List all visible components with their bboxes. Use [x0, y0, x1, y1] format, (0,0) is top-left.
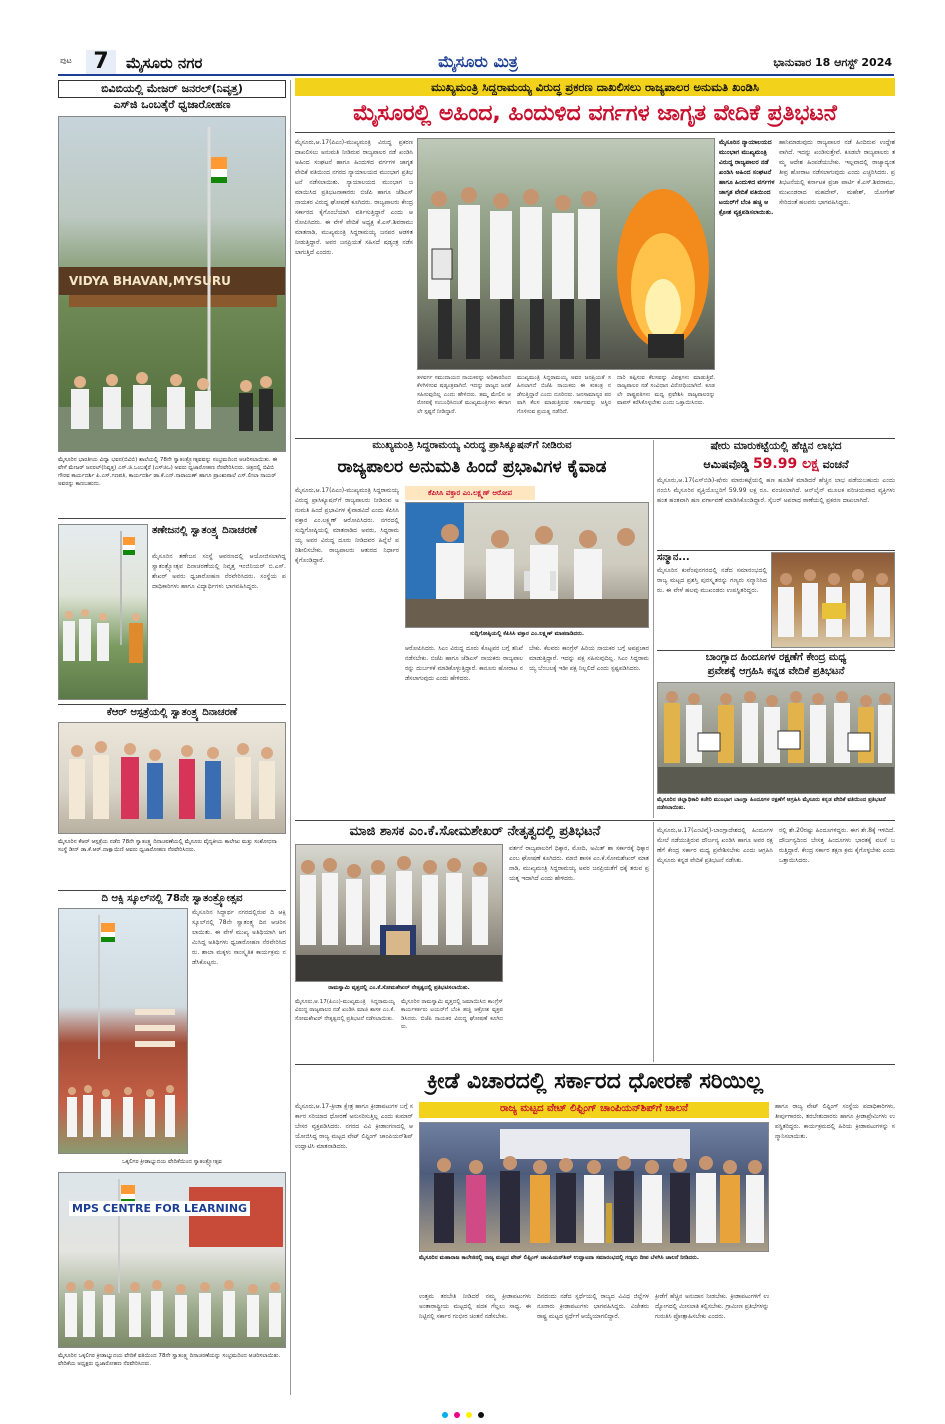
registration-marks — [440, 1404, 510, 1412]
sports-subhead: ರಾಜ್ಯ ಮಟ್ಟದ ವೇಟ್ ಲಿಫ್ಟಿಂಗ್ ಚಾಂಪಿಯನ್‌ಶಿಪ್‌ಗೆ ಚಾಲನೆ — [499, 1103, 689, 1114]
press-photo-caption: ಸುದ್ದಿಗೋಷ್ಠಿಯಲ್ಲಿ ಕೆಪಿಸಿಸಿ ವಕ್ತಾರ ಎಂ.ಲಕ್ಷ್ಮಣ್ ಮಾತನಾಡಿದರು. — [469, 631, 584, 637]
s1-title-b: ಎಸ್‌ಜಿ ಒಂಬತ್ಕೆರೆ ಧ್ವಜಾರೋಹಣ — [113, 98, 231, 111]
mps-banner: MPS CENTRE FOR LEARNING — [69, 1201, 250, 1216]
market-story — [657, 440, 895, 548]
bvb-flag-photo — [58, 116, 286, 452]
divider — [657, 650, 895, 651]
lead-col-4: ತಳವರ್ಗ ಸಮುದಾಯದ ನಾಯಕರನ್ನು ಅಧಿಕಾರದಿಂದ ಕೆಳಗಿಳಿಸುವ ಷಡ್ಯಂತ್ರವಾಗಿದೆ. ಇದನ್ನು ರಾಜ್ಯದ ಜನತೆ ಸಹಿಸುವುದಿಲ್ಲ ಎಂದು ಹೇಳಿದರು. ತಮ್ಮ ಮೇಲಿನ ಆರೋಪಕ್ಕೆ ಸಂಬಂಧಿಸಿದಂತೆ ಮುಖ್ಯಮಂತ್ರಿಗಳು ಈಗಾಗಲೇ ಸ್ಪಷ್ಟನೆ ನೀಡಿದ್ದಾರೆ. — [417, 375, 511, 415]
section-title: ಮೈಸೂರು ನಗರ — [126, 54, 203, 72]
mps-centre-photo — [58, 1172, 286, 1348]
masthead — [58, 50, 894, 76]
market-headline-row — [657, 456, 895, 472]
press-meet-photo — [405, 502, 649, 628]
s2-title: ತಣೇಜನಲ್ಲಿ ಸ್ವಾತಂತ್ರ್ಯ ದಿನಾಚರಣೆ — [152, 525, 258, 536]
felicitation — [657, 552, 895, 648]
s1-title-a: ಬಿವಿಬಿಯಲ್ಲಿ ಮೇಜರ್ ಜನರಲ್(ನಿವೃತ್ತ) — [58, 80, 286, 98]
somashekar-protest-photo — [295, 844, 503, 982]
column-divider — [653, 440, 654, 818]
story2-subhead: ಕೆಪಿಸಿಸಿ ವಕ್ತಾರ ಎಂ.ಲಕ್ಷ್ಮಣ್ ಆರೋಪ — [405, 486, 535, 500]
sports-text-a: ಮೈಸೂರು,ಆ.17-ಕ್ರೀಡಾ ಕ್ಷೇತ್ರ ಹಾಗೂ ಕ್ರೀಡಾಪಟುಗಳ ಬಗ್ಗೆ ಸರ್ಕಾರ ಸರಿಯಾದ ಧೋರಣೆ ಅನುಸರಿಸುತ್ತಿಲ್ಲ ಎಂದು ಕುಮಾರ್ ಬೇಸರ ವ್ಯಕ್ತಪಡಿಸಿದರು. ನಗರದ ವಿವಿ ಕ್ರೀಡಾಂಗಣದಲ್ಲಿ ಆಯೋಜಿಸಿದ್ದ ರಾಜ್ಯ ಮಟ್ಟದ ವೇಟ್ ಲಿಫ್ಟಿಂಗ್ ಚಾಂಪಿಯನ್‌ಶಿಪ್ ಉದ್ಘಾಟಿಸಿ ಮಾತನಾಡಿದರು. — [295, 1103, 413, 1150]
divider — [295, 820, 895, 821]
date: ಭಾನುವಾರ 18 ಆಗಸ್ಟ್ 2024 — [773, 56, 892, 69]
sports-text-e: ಹಾಗೂ ರಾಜ್ಯ ವೇಟ್ ಲಿಫ್ಟಿಂಗ್ ಸಂಸ್ಥೆಯ ಪದಾಧಿಕಾರಿಗಳು, ತೀರ್ಪುಗಾರರು, ತರಬೇತುದಾರರು ಹಾಗೂ ಕ್ರೀಡಾಪ್ರೇಮಿಗಳು ಉಪಸ್ಥಿತರಿದ್ದರು. ಕಾರ್ಯಕ್ರಮದಲ್ಲಿ ಹಿರಿಯ ಕ್ರೀಡಾಪಟುಗಳನ್ನು ಸನ್ಮಾನಿಸಲಾಯಿತು. — [775, 1103, 895, 1140]
paper-name: ಮೈಸೂರು ಮಿತ್ರ — [438, 52, 518, 71]
divider — [295, 438, 895, 439]
s5-caption-top: ಒಕ್ಕಲಿಗರ ಕ್ರೀಡಾಭ್ಯುದಯ ವೇದಿಕೆಯಿಂದ ಸ್ವಾತಂತ್ರ್ಯೋತ್ಸವ — [122, 1159, 222, 1165]
story2-text-b: ಆರೋಪಿಸಿದರು. ಸಿಎಂ ವಿರುದ್ಧ ದೂರು ಕೊಟ್ಟವರ ಬಗ್ಗೆ ತನಿಖೆ ನಡೆಸಬೇಕು. ಬಿಜೆಪಿ ಹಾಗೂ ಜೆಡಿಎಸ್ ನಾಯಕರು ರಾಜ್ಯಪಾಲರನ್ನು ದುರ್ಬಳಕೆ ಮಾಡಿಕೊಳ್ಳುತ್ತಿದ್ದಾರೆ. ಕಾನೂನು ಹೋರಾಟ ನಡೆಸಲಾಗುವುದು ಎಂದು ಹೇಳಿದರು. — [405, 645, 523, 682]
page-number: 7 — [86, 50, 116, 74]
sports-text-c: ಉತ್ತಮ ತರಬೇತಿ ನೀಡಿದರೆ ನಮ್ಮ ಕ್ರೀಡಾಪಟುಗಳು ಅಂತಾರಾಷ್ಟ್ರೀಯ ಮಟ್ಟದಲ್ಲಿ ಪದಕ ಗೆಲ್ಲಲು ಸಾಧ್ಯ. ಈ ನಿಟ್ಟಿನಲ್ಲಿ ಸರ್ಕಾರ ಗಂಭೀರ ಚಿಂತನೆ ನಡೆಸಬೇಕು. — [419, 1293, 531, 1320]
tanejana-flag-photo — [58, 524, 148, 700]
left-col — [58, 80, 286, 1395]
column-divider — [653, 822, 654, 1062]
sports-text-b2: ಕ್ರೀಡೆಗೆ ಹೆಚ್ಚಿನ ಅನುದಾನ ನೀಡಬೇಕು. ಕ್ರೀಡಾಪಟುಗಳಿಗೆ ಉದ್ಯೋಗದಲ್ಲಿ ಮೀಸಲಾತಿ ಕಲ್ಪಿಸಬೇಕು. ಗ್ರಾಮೀಣ ಪ್ರತಿಭೆಗಳನ್ನು ಗುರುತಿಸಿ ಪ್ರೋತ್ಸಾಹಿಸಬೇಕು ಎಂದರು. — [655, 1293, 769, 1320]
lead-col-6: ದಾರಿ ತಪ್ಪಿಸುವ ಕೆಲಸವನ್ನು ವಿಪಕ್ಷಗಳು ಮಾಡುತ್ತಿವೆ. ರಾಜ್ಯಪಾಲರ ನಡೆ ಸಂವಿಧಾನ ವಿರೋಧಿಯಾಗಿದೆ. ಕೂಡಲೇ ರಾಷ್ಟ್ರಪತಿಗಳು ಮಧ್ಯ ಪ್ರವೇಶಿಸಿ ರಾಜ್ಯಪಾಲರನ್ನು ವಾಪಸ್ ಕರೆಸಿಕೊಳ್ಳಬೇಕು ಎಂದು ಒತ್ತಾಯಿಸಿದರು. — [617, 375, 715, 407]
bangladesh-caption: ಮೈಸೂರಿನ ಜಿಲ್ಲಾಧಿಕಾರಿ ಕಚೇರಿ ಮುಂಭಾಗ ಬಾಂಗ್ಲಾ ಹಿಂದೂಗಳ ರಕ್ಷಣೆಗೆ ಆಗ್ರಹಿಸಿ ಮೈಸೂರು ಕನ್ನಡ ವೇದಿಕೆ ವತಿಯಿಂದ ಪ್ರತಿಭಟನೆ ನಡೆಸಲಾಯಿತು. — [657, 797, 886, 811]
bangladesh-protest-photo — [657, 682, 895, 794]
vidya-bhavan-banner: VIDYA BHAVAN,MYSURU — [69, 274, 231, 288]
weightlifting-photo-caption: ಮೈಸೂರಿನ ಮಹಾರಾಜ ಕಾಲೇಜಿನಲ್ಲಿ ರಾಜ್ಯ ಮಟ್ಟದ ವೇಟ್ ಲಿಫ್ಟಿಂಗ್ ಚಾಂಪಿಯನ್‌ಶಿಪ್ ಉದ್ಘಾಟನಾ ಸಮಾರಂಭದಲ್ಲಿ ಗಣ್ಯರು ದೀಪ ಬೆಳಗಿಸಿ ಚಾಲನೆ ನೀಡಿದರು. — [419, 1255, 699, 1261]
lead-photo-side-caption: ಮೈಸೂರಿನ ನ್ಯಾಯಾಲಯದ ಮುಂಭಾಗ ಮುಖ್ಯಮಂತ್ರಿ ವಿರುದ್ಧ ರಾಜ್ಯಪಾಲರ ನಡೆ ಖಂಡಿಸಿ ಅಹಿಂದ ಸಂಘಟನೆ ಹಾಗೂ ಹಿಂದುಳಿದ ವರ್ಗಗಳ ಜಾಗೃತ ವೇದಿಕೆ ವತಿಯಿಂದ ಟಯರ್‌ಗೆ ಬೆಂಕಿ ಹಚ್ಚಿ ಆಕ್ರೋಶ ವ್ಯಕ್ತಪಡಿಸಲಾಯಿತು. — [719, 139, 775, 216]
story3 — [295, 822, 895, 1062]
weightlifting-inauguration-photo — [419, 1122, 769, 1252]
s4-title: ದಿ ಆಕ್ಸಿ ಸ್ಕೂಲ್‌ನಲ್ಲಿ 78ನೇ ಸ್ವಾತಂತ್ರ್ಯೋತ್ಸವ — [101, 893, 243, 904]
s5-caption: ಮೈಸೂರಿನ ಒಕ್ಕಲಿಗರ ಕ್ರೀಡಾಭ್ಯುದಯ ವೇದಿಕೆ ವತಿಯಿಂದ 78ನೇ ಸ್ವಾತಂತ್ರ್ಯ ದಿನಾಚರಣೆಯನ್ನು ಸಂಭ್ರಮದಿಂದ ಆಚರಿಸಲಾಯಿತು. ವೇದಿಕೆಯ ಅಧ್ಯಕ್ಷರು ಧ್ವಜಾರೋಹಣ ನೆರವೇರಿಸಿದರು. — [58, 1353, 281, 1367]
story3-col-b: ಮೈಸೂರಿನ ರಾಮಸ್ವಾಮಿ ವೃತ್ತದಲ್ಲಿ ಜಮಾಯಿಸಿದ ಕಾಂಗ್ರೆಸ್ ಕಾರ್ಯಕರ್ತರು ಟಯರ್‌ಗೆ ಬೆಂಕಿ ಹಚ್ಚಿ ಆಕ್ರೋಶ ವ್ಯಕ್ತಪಡಿಸಿದರು. ಬಿಜೆಪಿ ನಾಯಕರ ವಿರುದ್ಧ ಘೋಷಣೆ ಕೂಗಿದರು. — [401, 999, 503, 1031]
story2-text-a: ಮೈಸೂರು,ಆ.17(ಪಿಎಂ)-ಮುಖ್ಯಮಂತ್ರಿ ಸಿದ್ದರಾಮಯ್ಯ ವಿರುದ್ಧ ಪ್ರಾಸಿಕ್ಯೂಷನ್‌ಗೆ ರಾಜ್ಯಪಾಲರು ನೀಡಿರುವ ಅನುಮತಿ ಹಿಂದೆ ಪ್ರಭಾವಿಗಳ ಕೈವಾಡವಿದೆ ಎಂದು ಕೆಪಿಸಿಸಿ ವಕ್ತಾರ ಎಂ.ಲಕ್ಷ್ಮಣ್ ಆರೋಪಿಸಿದರು. ನಗರದಲ್ಲಿ ಸುದ್ದಿಗೋಷ್ಠಿಯಲ್ಲಿ ಮಾತನಾಡಿದ ಅವರು, ಸಿದ್ದರಾಮಯ್ಯ ಅವರ ವಿರುದ್ಧ ದೂರು ನೀಡಿದವರ ಹಿನ್ನೆಲೆ ಪರಿಶೀಲಿಸಬೇಕು. ರಾಜ್ಯಪಾಲರು ಆತುರದ ನಿರ್ಧಾರ ಕೈಗೊಂಡಿದ್ದಾರೆ. — [295, 487, 399, 564]
kr-hospital-photo — [58, 722, 286, 834]
s1-caption: ಮೈಸೂರಿನ ಭಾರತೀಯ ವಿದ್ಯಾ ಭವನ(ಬಿವಿಬಿ) ಶಾಲೆಯಲ್ಲಿ 78ನೇ ಸ್ವಾತಂತ್ರ್ಯೋತ್ಸವವನ್ನು ಸಂಭ್ರಮದಿಂದ ಆಚರಿಸಲಾಯಿತು. ಈ ವೇಳೆ ಮೇಜರ್ ಜನರಲ್(ನಿವೃತ್ತ) ಎಸ್.ಜಿ.ಒಂಬತ್ಕೆರೆ (ಎಸ್‌ಜಿಒ) ಅವರು ಧ್ವಜಾರೋಹಣ ನೆರವೇರಿಸಿದರು. ಚಿತ್ರದಲ್ಲಿ ಬಿವಿಬಿ ಗೌರವ ಕಾರ್ಯದರ್ಶಿ ಪಿ.ಎಸ್.ಗಣಪತಿ, ಕಾರ್ಯದರ್ಶಿ ಡಾ.ಕೆ.ಎನ್.ನಾರಾಯಣ್ ಹಾಗೂ ಪ್ರಾಂಶುಪಾಲೆ ಎಸ್.ಲೀಲಾ ನಾಯರ್ ಅವರನ್ನು ಕಾಣಬಹುದು. — [58, 457, 278, 487]
bangladesh-headline-a: ಬಾಂಗ್ಲಾದ ಹಿಂದೂಗಳ ರಕ್ಷಣೆಗೆ ಕೇಂದ್ರ ಮಧ್ಯ — [705, 652, 847, 663]
story2 — [295, 440, 649, 818]
story3-headline: ಮಾಜಿ ಶಾಸಕ ಎಂ.ಕೆ.ಸೋಮಶೇಖರ್ ನೇತೃತ್ವದಲ್ಲಿ ಪ್ರತಿಭಟನೆ — [349, 824, 601, 839]
felicitation-text: ಮೈಸೂರಿನ ಕುವೆಂಪುನಗರದಲ್ಲಿ ನಡೆದ ಸಮಾರಂಭದಲ್ಲಿ ರಾಜ್ಯ ಮಟ್ಟದ ಪ್ರಶಸ್ತಿ ಪುರಸ್ಕೃತರನ್ನು ಗಣ್ಯರು ಸನ್ಮಾನಿಸಿದರು. ಈ ವೇಳೆ ಹಲವು ಮುಖಂಡರು ಉಪಸ್ಥಿತರಿದ್ದರು. — [657, 567, 767, 594]
story3-col-c: ವರ್ತನೆ ರಾಜ್ಯಪಾಲರಿಗೆ ಧಿಕ್ಕಾರ, ಮೋದಿ, ಅಮಿತ್ ಶಾ ಸರ್ಕಾರಕ್ಕೆ ಧಿಕ್ಕಾರ ಎಂಬ ಘೋಷಣೆ ಕೂಗಿದರು. ಮಾಜಿ ಶಾಸಕ ಎಂ.ಕೆ.ಸೋಮಶೇಖರ್ ಮಾತನಾಡಿ, ಮುಖ್ಯಮಂತ್ರಿ ಸಿದ್ದರಾಮಯ್ಯ ಅವರ ಜನಪ್ರಿಯತೆಗೆ ಧಕ್ಕೆ ತರುವ ಪ್ರಯತ್ನ ಇದಾಗಿದೆ ಎಂದು ಹೇಳಿದರು. — [509, 845, 649, 882]
sports-story — [295, 1066, 895, 1396]
s4-text: ಮೈಸೂರಿನ ಸಿದ್ದಾರ್ಥ ನಗರದಲ್ಲಿರುವ ದಿ ಆಕ್ಸಿ ಸ್ಕೂಲ್‌ನಲ್ಲಿ 78ನೇ ಸ್ವಾತಂತ್ರ್ಯ ದಿನ ಆಚರಿಸಲಾಯಿತು. ಈ ವೇಳೆ ಮುಖ್ಯ ಅತಿಥಿಯಾಗಿ ಆಗಮಿಸಿದ್ದ ಅತಿಥಿಗಳು ಧ್ವಜಾರೋಹಣ ನೆರವೇರಿಸಿದರು. ಶಾಲಾ ಮಕ್ಕಳು ಸಾಂಸ್ಕೃತಿಕ ಕಾರ್ಯಕ್ರಮ ನಡೆಸಿಕೊಟ್ಟರು. — [192, 909, 286, 966]
felicitation-photo — [771, 552, 895, 648]
column-divider — [290, 80, 291, 1395]
lead-col-1: ಮೈಸೂರು,ಆ.17(ಪಿಎಂ)-ಮುಖ್ಯಮಂತ್ರಿ ವಿರುದ್ಧ ಪ್ರಕರಣ ದಾಖಲಿಸಲು ಅನುಮತಿ ನೀಡಿರುವ ರಾಜ್ಯಪಾಲರ ನಡೆ ಖಂಡಿಸಿ ಅಹಿಂದ ಸಂಘಟನೆ ಹಾಗೂ ಹಿಂದುಳಿದ ವರ್ಗಗಳ ಜಾಗೃತ ವೇದಿಕೆ ವತಿಯಿಂದ ನಗರದ ನ್ಯಾಯಾಲಯದ ಮುಂಭಾಗ ಪ್ರತಿಭಟನೆ ನಡೆಸಲಾಯಿತು. ನ್ಯಾಯಾಲಯದ ಮುಂಭಾಗ ಜಮಾಯಿಸಿದ ಪ್ರತಿಭಟನಾಕಾರರು ಬಿಜೆಪಿ ಹಾಗೂ ಜೆಡಿಎಸ್ ನಾಯಕರ ವಿರುದ್ಧ ಘೋಷಣೆ ಕೂಗಿದರು. ರಾಜ್ಯಪಾಲರು ಕೇಂದ್ರ ಸರ್ಕಾರದ ಕೈಗೊಂಬೆಯಾಗಿ ವರ್ತಿಸುತ್ತಿದ್ದಾರೆ ಎಂದು ಆರೋಪಿಸಿದರು. ಈ ವೇಳೆ ವೇದಿಕೆ ಅಧ್ಯಕ್ಷ ಕೆ.ಎಸ್.ಶಿವರಾಮು ಮಾತನಾಡಿ, ಮುಖ್ಯಮಂತ್ರಿ ಸಿದ್ದರಾಮಯ್ಯ ಜನಪರ ಆಡಳಿತ ನೀಡುತ್ತಿದ್ದಾರೆ. ಅವರ ಜನಪ್ರಿಯತೆ ಸಹಿಸದೆ ಷಡ್ಯಂತ್ರ ನಡೆಸಲಾಗುತ್ತಿದೆ ಎಂದರು. — [295, 139, 413, 256]
divider — [657, 550, 895, 551]
lead-kicker: ಮುಖ್ಯಮಂತ್ರಿ ಸಿದ್ದರಾಮಯ್ಯ ವಿರುದ್ಧ ಪ್ರಕರಣ ದಾಖಲಿಸಲು ರಾಜ್ಯಪಾಲರ ಅನುಮತಿ ಖಂಡಿಸಿ — [431, 80, 759, 94]
divider — [58, 890, 286, 891]
market-text: ಮೈಸೂರು,ಆ.17(ಎಸ್‌ಬಿಡಿ)-ಷೇರು ಮಾರುಕಟ್ಟೆಯಲ್ಲಿ ಹಣ ಹೂಡಿಕೆ ಮಾಡಿದರೆ ಹೆಚ್ಚಿನ ಲಾಭ ಪಡೆಯಬಹುದು ಎಂದು ನಂಬಿಸಿ ಮೈಸೂರಿನ ವ್ಯಕ್ತಿಯೊಬ್ಬರಿಗೆ 59.99 ಲಕ್ಷ ರೂ. ವಂಚಿಸಲಾಗಿದೆ. ಆನ್‌ಲೈನ್ ಮೂಲಕ ಪರಿಚಯವಾದ ವ್ಯಕ್ತಿಗಳು ಹಂತ ಹಂತವಾಗಿ ಹಣ ವರ್ಗಾವಣೆ ಮಾಡಿಸಿಕೊಂಡಿದ್ದಾರೆ. ಸೈಬರ್ ಅಪರಾಧ ಠಾಣೆಯಲ್ಲಿ ಪ್ರಕರಣ ದಾಖಲಾಗಿದೆ. — [657, 477, 895, 504]
market-headline-a: ಷೇರು ಮಾರುಕಟ್ಟೆಯಲ್ಲಿ ಹೆಚ್ಚಿನ ಲಾಭದ — [710, 440, 842, 452]
somashekar-photo-caption: ರಾಮಸ್ವಾಮಿ ವೃತ್ತದಲ್ಲಿ ಎಂ.ಕೆ.ಸೋಮಶೇಖರ್ ನೇತೃತ್ವದಲ್ಲಿ ಪ್ರತಿಭಟಿಸಲಾಯಿತು. — [328, 985, 470, 991]
felicitation-title: ಸನ್ಮಾನ... — [657, 552, 690, 563]
s3-caption: ಮೈಸೂರಿನ ಕೆಆರ್ ಆಸ್ಪತ್ರೆಯ ನಡೆದ 78ನೇ ಸ್ವಾತಂತ್ರ್ಯ ದಿನಾಚರಣೆಯಲ್ಲಿ ಮೈಸೂರು ವೈದ್ಯಕೀಯ ಕಾಲೇಜು ಮತ್ತು ಸಂಶೋಧನಾ ಸಂಸ್ಥೆ ಡೀನ್ ಡಾ.ಕೆ.ಆರ್.ದಾಕ್ಷಾಯಿಣಿ ಅವರು ಧ್ವಜಾರೋಹಣ ನೆರವೇರಿಸಿದರು. — [58, 839, 277, 853]
lead-story — [295, 78, 895, 436]
market-amount: 59.99 ಲಕ್ಷ — [752, 456, 819, 472]
lead-headline: ಮೈಸೂರಲ್ಲಿ ಅಹಿಂದ, ಹಿಂದುಳಿದ ವರ್ಗಗಳ ಜಾಗೃತ ವೇದಿಕೆ ಪ್ರತಿಭಟನೆ — [353, 101, 837, 126]
story3-col-a: ಮೈಸೂರು,ಆ.17(ಪಿಎಂ)-ಮುಖ್ಯಮಂತ್ರಿ ಸಿದ್ದರಾಮಯ್ಯ ವಿರುದ್ಧ ರಾಜ್ಯಪಾಲರ ನಡೆ ಖಂಡಿಸಿ ಮಾಜಿ ಶಾಸಕ ಎಂ.ಕೆ.ಸೋಮಶೇಖರ್ ನೇತೃತ್ವದಲ್ಲಿ ಪ್ರತಿಭಟನೆ ನಡೆಸಲಾಯಿತು. — [295, 999, 395, 1022]
bangladesh-headline-b: ಪ್ರವೇಶಕ್ಕೆ ಆಗ್ರಹಿಸಿ ಕನ್ನಡ ವೇದಿಕೆ ಪ್ರತಿಭಟನೆ — [707, 666, 845, 677]
market-headline-b: ಆಮಿಷವೊಡ್ಡಿ — [703, 458, 750, 471]
page-label: ಪುಟ — [60, 56, 72, 65]
s3-title: ಕೆಆರ್ ಆಸ್ಪತ್ರೆಯಲ್ಲಿ ಸ್ವಾತಂತ್ರ್ಯ ದಿನಾಚರಣೆ — [106, 707, 238, 718]
divider — [295, 132, 895, 133]
divider — [295, 1064, 895, 1065]
lead-col-3: ಹಾನಿಮಾಡುವುದು ರಾಜ್ಯಪಾಲರ ನಡೆ ಹಿಂದಿರುವ ಉದ್ದೇಶವಾಗಿದೆ. ಇದನ್ನು ಖಂಡಿಸುತ್ತೇವೆ. ಕೂಡಲೇ ರಾಜ್ಯಪಾಲರು ತಮ್ಮ ಆದೇಶ ಹಿಂಪಡೆಯಬೇಕು. ಇಲ್ಲವಾದಲ್ಲಿ ರಾಜ್ಯಾದ್ಯಂತ ತೀವ್ರ ಹೋರಾಟ ನಡೆಸಲಾಗುವುದು ಎಂದು ಎಚ್ಚರಿಸಿದರು. ಪ್ರತಿಭಟನೆಯಲ್ಲಿ ಕರ್ನಾಟಕ ಪ್ರಜಾ ಪಾರ್ಟಿ ಕೆ.ಎಸ್.ಶಿವರಾಮು, ಮುಖಂಡರಾದ ಮಹದೇವ್, ಮಹೇಶ್, ಯೋಗೇಶ್ ಸೇರಿದಂತೆ ಹಲವರು ಭಾಗವಹಿಸಿದ್ದರು. — [779, 139, 895, 206]
sports-text-d: ದಿನದಂದು ನಡೆದ ಸ್ಪರ್ಧೆಯಲ್ಲಿ ರಾಜ್ಯದ ವಿವಿಧ ಜಿಲ್ಲೆಗಳ ನೂರಾರು ಕ್ರೀಡಾಪಟುಗಳು ಭಾಗವಹಿಸಿದ್ದರು. ವಿಜೇತರು ರಾಷ್ಟ್ರ ಮಟ್ಟದ ಸ್ಪರ್ಧೆಗೆ ಆಯ್ಕೆಯಾಗಲಿದ್ದಾರೆ. — [537, 1293, 649, 1320]
divider — [58, 704, 286, 705]
lead-col-5: ಮುಖ್ಯಮಂತ್ರಿ ಸಿದ್ದರಾಮಯ್ಯ ಅವರ ಜನಪ್ರಿಯತೆ ಸಹಿಸಲಾಗದೆ ಬಿಜೆಪಿ ನಾಯಕರು ಈ ಕುತಂತ್ರ ನಡೆಸುತ್ತಿದ್ದಾರೆ ಎಂದು ದೂರಿದರು. ಜನಸಾಮಾನ್ಯರ ಪರವಾಗಿ ಕೆಲಸ ಮಾಡುತ್ತಿರುವ ಸರ್ಕಾರವನ್ನು ಅಸ್ಥಿರಗೊಳಿಸುವ ಪ್ರಯತ್ನ ನಡೆದಿದೆ. — [517, 375, 611, 415]
market-headline-c: ವಂಚನೆ — [822, 458, 849, 471]
story2-headline: ರಾಜ್ಯಪಾಲರ ಅನುಮತಿ ಹಿಂದೆ ಪ್ರಭಾವಿಗಳ ಕೈವಾಡ — [337, 457, 607, 477]
lead-protest-photo — [417, 138, 715, 370]
sports-headline: ಕ್ರೀಡೆ ವಿಚಾರದಲ್ಲಿ ಸರ್ಕಾರದ ಧೋರಣೆ ಸರಿಯಿಲ್ಲ — [426, 1069, 764, 1094]
bangladesh-story — [657, 652, 895, 818]
story2-kicker: ಮುಖ್ಯಮಂತ್ರಿ ಸಿದ್ದರಾಮಯ್ಯ ವಿರುದ್ಧ ಪ್ರಾಸಿಕ್ಯೂಷನ್‌ಗೆ ನೀಡಿರುವ — [372, 440, 572, 451]
story2-text-c: ಬೇಕು. ಕೆಲವರು ಕಾಂಗ್ರೆಸ್ ಹಿರಿಯ ನಾಯಕರ ಬಗ್ಗೆ ಅಪಪ್ರಚಾರ ಮಾಡುತ್ತಿದ್ದಾರೆ. ಇದನ್ನು ಪಕ್ಷ ಸಹಿಸುವುದಿಲ್ಲ. ಸಿಎಂ ಸಿದ್ದರಾಮಯ್ಯ ಬೆಂಬಲಕ್ಕೆ ಇಡೀ ಪಕ್ಷ ನಿಲ್ಲಲಿದೆ ಎಂದು ಸ್ಪಷ್ಟಪಡಿಸಿದರು. — [529, 645, 649, 672]
divider — [58, 518, 286, 519]
story3-col-d: ಮೈಸೂರು,ಆ.17(ಎಂಟಿವೈ)-ಬಾಂಗ್ಲಾದೇಶದಲ್ಲಿ ಹಿಂದೂಗಳ ಮೇಲೆ ನಡೆಯುತ್ತಿರುವ ದೌರ್ಜನ್ಯ ಖಂಡಿಸಿ ಹಾಗೂ ಅವರ ರಕ್ಷಣೆಗೆ ಕೇಂದ್ರ ಸರ್ಕಾರ ಮಧ್ಯ ಪ್ರವೇಶಿಸಬೇಕು ಎಂದು ಆಗ್ರಹಿಸಿ ಮೈಸೂರು ಕನ್ನಡ ವೇದಿಕೆ ಪ್ರತಿಭಟನೆ ನಡೆಸಿತು. — [657, 827, 773, 864]
axi-school-photo — [58, 908, 188, 1154]
story3-col-e: ರಲ್ಲಿ ಶೇ.20ರಷ್ಟು ಹಿಂದೂಗಳಿದ್ದರು. ಈಗ ಶೇ.8ಕ್ಕೆ ಇಳಿದಿದೆ. ದೌರ್ಜನ್ಯದಿಂದ ಬೇಸತ್ತ ಹಿಂದೂಗಳು ಭಾರತಕ್ಕೆ ವಲಸೆ ಬರುತ್ತಿದ್ದಾರೆ. ಕೇಂದ್ರ ಸರ್ಕಾರ ತಕ್ಷಣ ಕ್ರಮ ಕೈಗೊಳ್ಳಬೇಕು ಎಂದು ಒತ್ತಾಯಿಸಿದರು. — [779, 827, 895, 864]
s2-text: ಮೈಸೂರಿನ ತಣೇಜನ ಸಂಸ್ಥೆ ಆವರಣದಲ್ಲಿ ಆಯೋಜಿಸಲಾಗಿದ್ದ ಸ್ವಾತಂತ್ರ್ಯೋತ್ಸವ ದಿನಾಚರಣೆಯಲ್ಲಿ ನಿವೃತ್ತ ಇಂಜಿನಿಯರ್ ಬಿ.ಎಸ್.ಶೇಖರ್ ಅವರು ಧ್ವಜಾರೋಹಣ ನೆರವೇರಿಸಿದರು. ಸಂಸ್ಥೆಯ ಪದಾಧಿಕಾರಿಗಳು ಹಾಗೂ ವಿದ್ಯಾರ್ಥಿಗಳು ಭಾಗವಹಿಸಿದ್ದರು. — [152, 553, 286, 590]
